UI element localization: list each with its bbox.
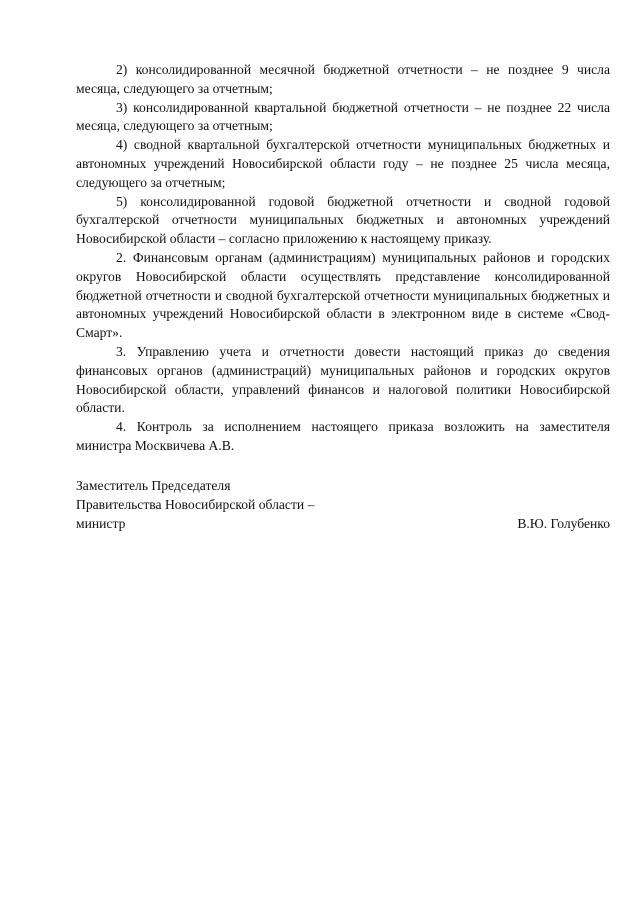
signatory-name: В.Ю. Голубенко xyxy=(517,515,610,531)
paragraph-item-3: 3) консолидированной квартальной бюджетной отчетности – не позднее 22 числа месяца, следующего за отчетным; xyxy=(76,99,610,134)
paragraph-item-4: 4) сводной квартальной бухгалтерской отчетности муниципальных бюджетных и автономных учреждений Новосибирской области году – не позднее 25 числа месяца, следующего за отчетным; xyxy=(76,137,610,190)
paragraph-point-3: 3. Управлению учета и отчетности довести настоящий приказ до сведения финансовых органов (администраций) муниципальных районов и городских округов Новосибирской области, управлений финансов и налоговой политики Новосибирской области. xyxy=(76,343,610,416)
signatory-row xyxy=(76,515,610,534)
paragraph-item-5: 5) консолидированной годовой бюджетной отчетности и сводной годовой бухгалтерской отчетности муниципальных бюджетных и автономных учреждений Новосибирской области – согласно приложению к настоящему приказу. xyxy=(76,193,610,247)
document-body xyxy=(76,61,610,456)
paragraph-item-2: 2) консолидированной месячной бюджетной отчетности – не позднее 9 числа месяца, следующего за отчетным; xyxy=(76,62,610,96)
signature-block xyxy=(76,477,610,533)
paragraph-point-2: 2. Финансовым органам (администрациям) муниципальных районов и городских округов Новосибирской области осуществлять представление консолидированной бюджетной отчетности и сводной бухгалтерской отчетности муниципальных бюджетных и автономных учреждений Новосибирской области в электронном виде в системе «Свод-Смарт». xyxy=(76,249,610,341)
signatory-title-line-2: Правительства Новосибирской области – xyxy=(76,496,315,512)
signatory-title-line-1: Заместитель Председателя xyxy=(76,478,231,493)
signatory-title-line-3: министр xyxy=(76,515,126,531)
paragraph-point-4: 4. Контроль за исполнением настоящего приказа возложить на заместителя министра Москвичева А.В. xyxy=(76,419,610,453)
